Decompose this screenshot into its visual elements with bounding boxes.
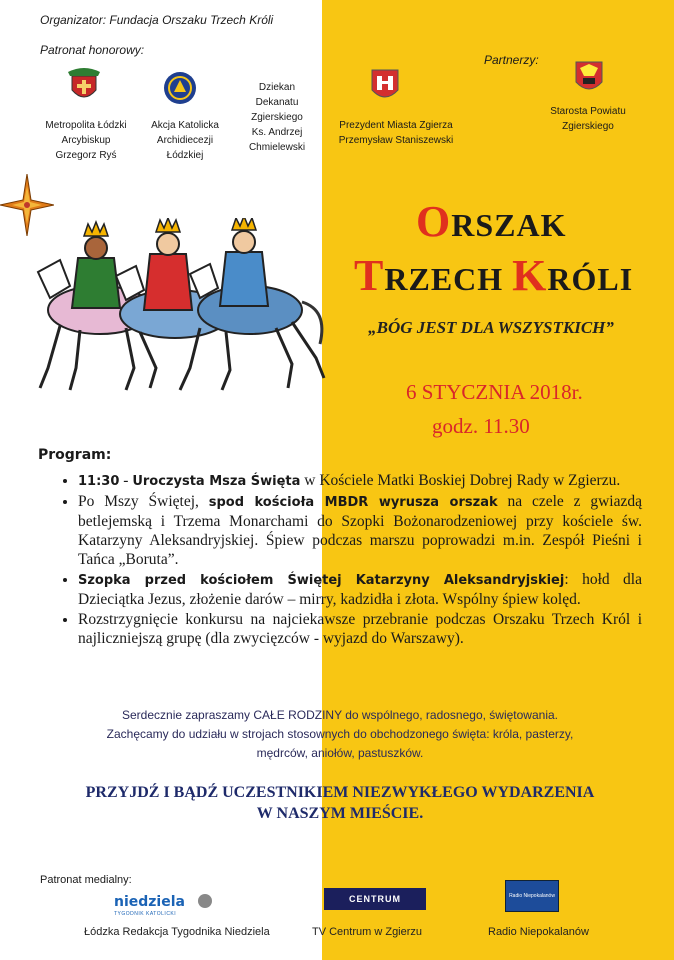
invite-line-3: mędrców, aniołów, pastuszków. (256, 746, 424, 760)
invite-line-2: Zachęcamy do udziału w strojach stosownych do obchodzonego święta: króla, pasterzy, (106, 727, 574, 741)
archbishop-crest-icon (64, 66, 104, 106)
radio-niepokalanow-logo: Radio Niepokalanów (505, 880, 559, 912)
program-heading: Program: (38, 447, 112, 463)
zgierz-city-crest-icon (370, 68, 400, 104)
event-time: godz. 11.30 (432, 414, 530, 438)
title-line-1: ORSZAK (416, 197, 567, 246)
title-line-2: TRZECH KRÓLI (354, 251, 634, 300)
niedziela-logo: niedziela TYGODNIK KATOLICKI (114, 893, 214, 915)
event-date: 6 STYCZNIA 2018r. (406, 380, 583, 404)
patron-archbishop: Metropolita Łódzki Arcybiskup Grzegorz Ryś (45, 120, 127, 161)
media-radio-label: Radio Niepokalanów (488, 926, 589, 938)
niedziela-globe-icon (198, 894, 212, 908)
program-section (38, 446, 642, 649)
district-crest-icon (574, 60, 604, 96)
three-kings-illustration (30, 218, 330, 396)
motto: „BÓG JEST DLA WSZYSTKICH” (368, 318, 614, 337)
media-niedziela-label: Łódzka Redakcja Tygodnika Niedziela (84, 926, 270, 938)
invite-line-1: Serdecznie zapraszamy CAŁE RODZINY do wspólnego, radosnego, świętowania. (122, 708, 558, 722)
program-item: • 11:30 - Uroczysta Msza Święta w Kościele Matki Boskiej Dobrej Rady w Zgierzu. (78, 471, 642, 491)
organizer-text: Organizator: Fundacja Orszaku Trzech Króli (40, 13, 274, 27)
patron-dean: Dziekan Dekanatu Zgierskiego Ks. Andrzej Chmielewski (248, 82, 306, 153)
patronage-label: Patronat honorowy: (40, 43, 145, 57)
program-item: • Rozstrzygnięcie konkursu na najciekawsze przebranie podczas Orszaku Trzech Król i najliczniejszą grupę (dla zwycięzców - wyjazd do Warszawy). (78, 610, 642, 648)
partner-district: Starosta Powiatu Zgierskiego (550, 106, 626, 132)
catholic-action-logo-icon (162, 70, 198, 106)
program-list (38, 471, 642, 648)
program-item: • Po Mszy Świętej, spod kościoła MBDR wyrusza orszak na czele z gwiazdą betlejemską i Trzema Monarchami do Szopki Bożonarodzeniowej przy kościele św. Katarzyny Aleksandryjskiej. Śpiew podczas marszu poprowadzi m.in. Zespół Pieśni i Tańca „Boruta”. (78, 492, 642, 569)
media-tv-centrum-label: TV Centrum w Zgierzu (312, 926, 423, 938)
program-item: • Szopka przed kościołem Świętej Katarzyny Aleksandryjskiej: hołd dla Dzieciątka Jezus, złożenie darów – mirry, kadzidła i złota. Wspólny śpiew kolęd. (78, 570, 642, 609)
partners-label: Partnerzy: (484, 53, 539, 67)
tv-centrum-logo: CENTRUM (324, 888, 426, 910)
patron-catholic-action: Akcja Katolicka Archidiecezji Łódzkiej (151, 120, 219, 161)
call-to-action: PRZYJDŹ I BĄDŹ UCZESTNIKIEM NIEZWYKŁEGO WYDARZENIA W NASZYM MIEŚCIE. (85, 784, 595, 822)
media-patronage-label: Patronat medialny: (40, 874, 132, 886)
partner-mayor: Prezydent Miasta Zgierza Przemysław Staniszewski (338, 120, 454, 146)
